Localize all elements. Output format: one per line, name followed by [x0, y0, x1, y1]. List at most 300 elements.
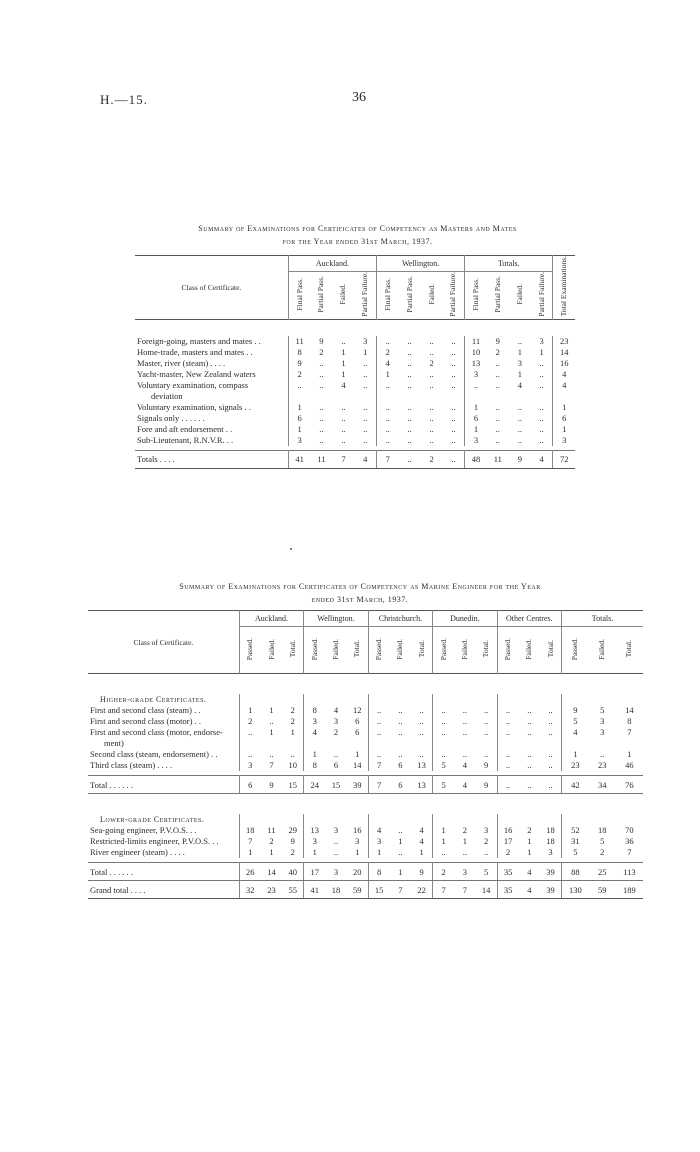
table-cell: 48: [465, 450, 487, 468]
table-cell: 2: [462, 825, 467, 835]
table-cell: ..: [377, 727, 382, 737]
table-cell: ..: [398, 716, 403, 726]
table-cell: 2: [495, 346, 500, 357]
table-cell: ..: [505, 760, 511, 770]
table-cell: 8: [368, 863, 389, 881]
table-cell: 3: [473, 368, 479, 379]
table-cell: ..: [407, 335, 412, 346]
table-cell: 17: [503, 836, 513, 846]
table-cell: ..: [476, 716, 497, 727]
row-label: First and second class (motor, endorse-: [88, 727, 239, 738]
table-cell: ..: [443, 336, 465, 347]
table-cell: ..: [411, 727, 432, 738]
table-cell: 1: [473, 423, 479, 434]
table-cell: 20: [347, 863, 368, 881]
table-cell: [509, 391, 531, 402]
engineers-col-header-label: Failed.: [597, 638, 607, 660]
masters-col-header-label: Final Pass.: [382, 278, 392, 311]
table-cell: 1: [390, 863, 411, 881]
table-cell: 11: [310, 450, 332, 468]
masters-table: [135, 255, 575, 469]
table-cell: ..: [354, 380, 376, 391]
table-cell: ..: [443, 450, 465, 468]
table-cell: [390, 738, 411, 749]
table-cell: 1: [411, 847, 432, 858]
page-number: 36: [352, 90, 366, 105]
table-cell: 4: [333, 705, 339, 715]
table-cell: 14: [347, 760, 368, 771]
table-cell: 35: [497, 881, 518, 899]
table-cell: ..: [531, 413, 553, 424]
table-cell: 2: [505, 847, 511, 857]
table-cell: 1: [517, 346, 522, 357]
table-cell: 8: [297, 346, 302, 357]
engineers-col-header: [368, 627, 389, 674]
table-cell: 130: [562, 881, 589, 899]
table-cell: [304, 738, 325, 749]
table-cell: 4: [411, 836, 432, 847]
engineers-col-header: [304, 627, 325, 674]
engineers-col-header: [616, 627, 643, 674]
table-row: [135, 402, 575, 413]
row-label: Fore and aft endorsement . .: [135, 424, 288, 435]
table-cell: [433, 738, 454, 749]
table-cell: 1: [573, 749, 578, 759]
table-cell: ..: [354, 435, 376, 446]
engineers-group-christchurch: Christchurch.: [368, 611, 432, 627]
table-cell: 9: [297, 357, 302, 368]
table-cell: [377, 391, 399, 402]
stray-mark: [290, 548, 292, 550]
table-cell: ..: [354, 358, 376, 369]
empty-cell: [411, 814, 432, 825]
masters-title-line2: for the Year ended 31st March, 1937.: [282, 237, 433, 246]
table-cell: 3: [476, 825, 497, 836]
table-cell: ..: [398, 825, 403, 835]
table-cell: 1: [517, 368, 522, 379]
masters-col-header: [332, 272, 354, 320]
masters-title: [95, 222, 620, 248]
table-cell: ..: [540, 727, 561, 738]
table-cell: 13: [471, 357, 481, 368]
table-cell: ..: [341, 412, 346, 423]
table-cell: ..: [443, 413, 465, 424]
table-cell: ..: [411, 749, 432, 760]
table-cell: [562, 738, 589, 749]
engineers-col-header: [562, 627, 589, 674]
table-cell: ..: [385, 423, 390, 434]
table-cell: 1: [562, 423, 567, 434]
totals-row: [135, 450, 575, 468]
empty-cell: [433, 694, 454, 705]
table-cell: 4: [462, 760, 467, 770]
table-cell: [261, 738, 282, 749]
table-cell: 1: [282, 727, 303, 738]
table-cell: ..: [531, 424, 553, 435]
table-cell: 2: [282, 716, 303, 727]
engineers-group-dunedin: Dunedin.: [433, 611, 497, 627]
masters-col-header: [531, 272, 553, 320]
table-cell: [282, 738, 303, 749]
empty-cell: [325, 814, 346, 825]
table-cell: 59: [589, 881, 616, 899]
table-cell: 16: [347, 825, 368, 836]
table-cell: [421, 391, 443, 402]
spacer-cell: [135, 319, 575, 336]
table-cell: 39: [540, 881, 561, 899]
row-label: First and second class (steam) . .: [88, 705, 239, 716]
table-row: [135, 391, 575, 402]
table-cell: 15: [325, 776, 346, 794]
table-cell: [540, 738, 561, 749]
table-cell: ..: [319, 368, 324, 379]
table-cell: 4: [411, 825, 432, 836]
higher-grade-heading: Higher-grade Certificates.: [88, 694, 239, 705]
table-cell: 2: [282, 705, 303, 716]
table-cell: ..: [540, 716, 561, 727]
row-label: Master, river (steam) . . . .: [135, 358, 288, 369]
table-cell: 40: [282, 863, 303, 881]
table-cell: 18: [540, 825, 561, 836]
table-cell: ..: [495, 368, 500, 379]
engineers-col-header-label: Failed.: [330, 638, 340, 660]
higher-total-row: [88, 776, 643, 794]
table-cell: 1: [441, 836, 446, 846]
table-cell: 1: [347, 847, 368, 858]
table-cell: 9: [282, 836, 303, 847]
engineers-col-header-label: Total.: [352, 640, 362, 658]
table-cell: 16: [503, 825, 513, 835]
table-cell: [589, 738, 616, 749]
row-label: Third class (steam) . . . .: [88, 760, 239, 771]
table-cell: 34: [589, 776, 616, 794]
table-cell: ..: [333, 749, 339, 759]
table-cell: [465, 391, 487, 402]
row-label: Foreign-going, masters and mates . .: [135, 336, 288, 347]
table-cell: 6: [239, 776, 260, 794]
table-cell: 5: [600, 836, 605, 846]
table-cell: 7: [269, 760, 274, 770]
engineers-col-header-label: Total.: [481, 640, 491, 658]
table-cell: ..: [600, 749, 605, 759]
table-cell: ..: [354, 369, 376, 380]
table-cell: 1: [297, 423, 302, 434]
row-label: River engineer (steam) . . . .: [88, 847, 239, 858]
table-row: [88, 716, 643, 727]
engineers-col-header-label: Passed.: [503, 637, 513, 661]
table-cell: 8: [312, 760, 317, 770]
engineers-col-header: [476, 627, 497, 674]
table-cell: 3: [562, 434, 567, 445]
table-cell: 52: [571, 825, 580, 835]
table-cell: 3: [312, 716, 317, 726]
spacer-cell: [88, 794, 643, 815]
table-cell: 4: [385, 357, 390, 368]
table-cell: 2: [429, 357, 434, 368]
empty-cell: [304, 694, 325, 705]
table-cell: 3: [354, 336, 376, 347]
table-cell: 9: [261, 776, 282, 794]
engineers-col-header-label: Passed.: [438, 637, 448, 661]
empty-cell: [368, 694, 389, 705]
table-cell: 1: [312, 847, 317, 857]
table-cell: 3: [517, 357, 522, 368]
table-cell: 4: [517, 379, 522, 390]
empty-cell: [497, 814, 518, 825]
table-cell: [553, 391, 575, 402]
engineers-col-header-label: Failed.: [395, 638, 405, 660]
table-cell: 11: [295, 335, 304, 346]
table-cell: 7: [390, 881, 411, 899]
table-cell: ..: [441, 847, 446, 857]
table-cell: ..: [441, 749, 446, 759]
table-cell: 72: [553, 450, 575, 468]
table-cell: 7: [332, 450, 354, 468]
table-cell: [399, 391, 421, 402]
table-cell: 39: [540, 863, 561, 881]
table-cell: [616, 738, 643, 749]
table-cell: 2: [248, 716, 253, 726]
engineers-title-line1: Summary of Examinations for Certificates of Competency as Marine Engineer for the Year: [179, 582, 541, 591]
table-cell: ..: [527, 749, 532, 759]
row-label: Total . . . . . .: [88, 863, 239, 881]
empty-cell: [454, 814, 475, 825]
table-cell: 1: [347, 749, 368, 760]
engineers-col-header: [411, 627, 432, 674]
table-cell: ..: [377, 749, 382, 759]
table-cell: ..: [441, 727, 446, 737]
table-cell: ..: [407, 368, 412, 379]
table-cell: ..: [429, 434, 434, 445]
row-label: Yacht-master, New Zealand waters: [135, 369, 288, 380]
table-cell: 1: [562, 401, 567, 412]
engineers-col-header-label: Failed.: [266, 638, 276, 660]
table-cell: ..: [411, 716, 432, 727]
table-cell: 5: [441, 760, 446, 770]
table-row: [88, 749, 643, 760]
table-cell: 9: [476, 776, 497, 794]
masters-group-totals: Totals.: [465, 256, 553, 272]
table-cell: ..: [377, 705, 382, 715]
table-row: [135, 413, 575, 424]
table-cell: ..: [495, 412, 500, 423]
table-cell: 11: [487, 450, 509, 468]
table-cell: 7: [433, 881, 454, 899]
table-row: [88, 738, 643, 749]
table-cell: 8: [627, 716, 632, 726]
spacer-row: [135, 319, 575, 336]
table-cell: 6: [297, 412, 302, 423]
table-cell: ..: [398, 727, 403, 737]
table-cell: 24: [304, 776, 325, 794]
table-row: [135, 336, 575, 347]
lower-grade-heading-row: [88, 814, 643, 825]
table-cell: 6: [347, 727, 368, 738]
masters-col-header: [421, 272, 443, 320]
table-cell: 4: [454, 776, 475, 794]
masters-col-header-label: Failed.: [426, 283, 436, 305]
empty-cell: [540, 814, 561, 825]
table-cell: ..: [505, 716, 511, 726]
empty-cell: [325, 694, 346, 705]
table-cell: 5: [573, 847, 578, 857]
table-cell: ..: [443, 358, 465, 369]
masters-col-header-label: Failed.: [338, 283, 348, 305]
table-cell: 12: [347, 705, 368, 716]
table-cell: 9: [476, 760, 497, 771]
empty-cell: [519, 694, 540, 705]
table-cell: 11: [471, 335, 481, 346]
table-cell: 29: [282, 825, 303, 836]
engineers-col-header-label: Passed.: [570, 637, 580, 661]
masters-col-header: [465, 272, 487, 320]
table-cell: ..: [443, 402, 465, 413]
table-cell: 88: [562, 863, 589, 881]
table-cell: ..: [297, 379, 302, 390]
table-cell: ..: [407, 346, 412, 357]
table-cell: 13: [310, 825, 319, 835]
table-cell: [347, 738, 368, 749]
table-cell: ..: [505, 705, 511, 715]
table-cell: 1: [627, 749, 632, 759]
table-cell: 14: [625, 705, 634, 715]
table-cell: ..: [443, 347, 465, 358]
row-label: Sub-Lieutenant, R.N.V.R. . .: [135, 435, 288, 446]
empty-cell: [562, 814, 589, 825]
table-cell: 3: [312, 836, 317, 846]
empty-cell: [239, 814, 260, 825]
table-cell: 10: [282, 760, 303, 771]
table-cell: 3: [600, 716, 605, 726]
table-cell: ..: [473, 379, 479, 390]
row-label: Second class (steam, endorsement) . .: [88, 749, 239, 760]
empty-cell: [261, 814, 282, 825]
table-cell: 1: [473, 401, 479, 412]
table-cell: 9: [411, 863, 432, 881]
table-cell: ..: [407, 401, 412, 412]
table-cell: ..: [333, 836, 339, 846]
table-cell: 2: [297, 368, 302, 379]
table-cell: ..: [531, 369, 553, 380]
table-cell: 7: [454, 881, 475, 899]
table-cell: 4: [519, 863, 540, 881]
table-cell: 1: [269, 847, 274, 857]
table-cell: 3: [377, 836, 382, 846]
empty-cell: [476, 814, 497, 825]
empty-cell: [347, 814, 368, 825]
masters-col-header-label: Partial Pass.: [316, 275, 326, 313]
table-cell: ..: [354, 402, 376, 413]
masters-col-header-label: Failed.: [514, 283, 524, 305]
table-cell: [332, 391, 354, 402]
table-cell: 1: [248, 847, 253, 857]
empty-cell: [433, 814, 454, 825]
table-cell: 3: [600, 727, 605, 737]
table-cell: ..: [517, 434, 522, 445]
engineers-class-header: Class of Certificate.: [88, 611, 239, 674]
row-label: Voluntary examination, compass: [135, 380, 288, 391]
table-cell: 10: [471, 346, 481, 357]
table-cell: ..: [531, 435, 553, 446]
empty-cell: [411, 694, 432, 705]
table-cell: ..: [540, 749, 561, 760]
table-cell: ..: [531, 380, 553, 391]
empty-cell: [519, 814, 540, 825]
table-cell: 18: [246, 825, 255, 835]
table-cell: 32: [239, 881, 260, 899]
table-cell: 16: [559, 357, 569, 368]
table-cell: ..: [429, 423, 434, 434]
table-cell: ..: [385, 434, 390, 445]
table-cell: ..: [341, 401, 346, 412]
table-cell: ..: [282, 749, 303, 760]
table-cell: ..: [462, 716, 467, 726]
table-cell: ..: [429, 401, 434, 412]
table-cell: ..: [248, 749, 253, 759]
table-cell: ..: [398, 705, 403, 715]
table-cell: ..: [429, 335, 434, 346]
spacer-row: [88, 794, 643, 815]
row-label: First and second class (motor) . .: [88, 716, 239, 727]
table-cell: [368, 738, 389, 749]
table-cell: 3: [297, 434, 302, 445]
lower-total-row: [88, 863, 643, 881]
table-cell: [487, 391, 509, 402]
table-cell: ..: [476, 749, 497, 760]
engineers-group-other-centres: Other Centres.: [497, 611, 561, 627]
table-cell: ..: [354, 413, 376, 424]
table-cell: ..: [505, 749, 511, 759]
table-cell: 2: [433, 863, 454, 881]
table-cell: ..: [462, 727, 467, 737]
table-cell: 2: [527, 825, 532, 835]
table-cell: ..: [495, 379, 500, 390]
table-cell: 4: [341, 379, 346, 390]
table-cell: 2: [333, 727, 339, 737]
table-row: [135, 347, 575, 358]
empty-cell: [589, 694, 616, 705]
table-cell: 59: [347, 881, 368, 899]
table-cell: 1: [341, 368, 346, 379]
table-cell: ..: [517, 335, 522, 346]
table-cell: 1: [441, 825, 446, 835]
row-label: deviation: [135, 391, 288, 402]
table-cell: ..: [495, 423, 500, 434]
table-cell: ..: [429, 379, 434, 390]
masters-group-auckland: Auckland.: [288, 256, 376, 272]
table-cell: 35: [497, 863, 518, 881]
table-cell: 189: [616, 881, 643, 899]
table-cell: ..: [341, 434, 346, 445]
table-cell: 18: [597, 825, 607, 835]
row-label: Totals . . . .: [135, 450, 288, 468]
empty-cell: [261, 694, 282, 705]
table-cell: [310, 391, 332, 402]
engineers-col-header-label: Passed.: [245, 637, 255, 661]
table-cell: 4: [562, 379, 567, 390]
table-cell: 3: [540, 847, 561, 858]
masters-col-header: [443, 272, 465, 320]
table-cell: ..: [333, 847, 339, 857]
engineers-col-header: [589, 627, 616, 674]
table-cell: ..: [495, 401, 500, 412]
masters-col-header: [310, 272, 332, 320]
table-cell: ..: [443, 435, 465, 446]
engineers-col-header: [261, 627, 282, 674]
engineers-col-header: [347, 627, 368, 674]
engineers-col-header-label: Total.: [416, 640, 426, 658]
table-row: [135, 380, 575, 391]
